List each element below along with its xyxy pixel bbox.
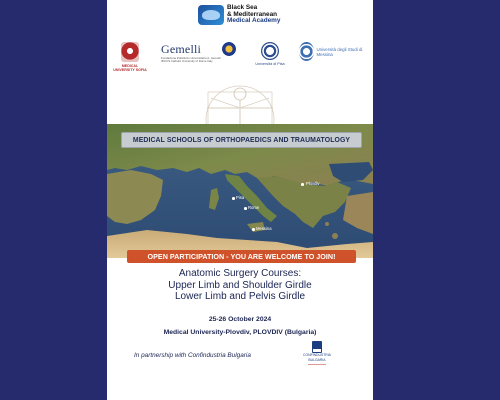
university-of-pisa-logo: Università di Pisa [250, 42, 290, 66]
academy-brand [198, 3, 280, 27]
map-label-messina: Messina [256, 226, 272, 231]
partnership-note: In partnership with Confindustria Bulgaria [134, 352, 251, 359]
map-label-pisa: Pisa [236, 195, 245, 200]
sofia-seal-icon [121, 42, 139, 62]
pisa-marker [232, 197, 235, 200]
bulgaria-flag-icon [308, 364, 326, 366]
open-participation-banner: OPEN PARTICIPATION - YOU ARE WELCOME TO JOIN! [127, 250, 356, 263]
messina-seal-icon [299, 42, 314, 61]
event-poster [107, 0, 373, 400]
messina-marker [252, 228, 255, 231]
medical-university-sofia-logo: MEDICAL UNIVERSITY SOFIA [113, 42, 147, 72]
partner-logos [113, 42, 367, 78]
course-title: Anatomic Surgery Courses: Upper Limb and Shoulder Girdle Lower Limb and Pelvis Girdle [168, 268, 312, 303]
map-label-rome: Rome [248, 205, 260, 210]
confindustria-bulgaria-logo: CONFINDUSTRIA BULGARIA [303, 341, 331, 365]
gemelli-logo: Gemelli Fondazione Policlinico Universitario A. Gemelli IRCCS Catholic University of Rome Italy [161, 42, 221, 64]
event-date: 25-26 October 2024 [208, 316, 272, 323]
university-of-messina-logo: Università degli Studi di Messina [299, 42, 365, 61]
confindustria-emblem-icon [312, 341, 322, 353]
event-venue: Medical University-Plovdiv, PLOVDIV (Bulgaria) [163, 329, 317, 336]
plovdiv-marker [301, 183, 304, 186]
academy-logo-icon [198, 5, 224, 25]
academy-name: Black Sea & Mediterranean Medical Academy [227, 4, 281, 25]
catholic-university-seal-icon [221, 42, 237, 56]
rome-marker [244, 207, 247, 210]
title-banner: MEDICAL SCHOOLS OF ORTHOPAEDICS AND TRAUMATOLOGY [121, 132, 362, 148]
pisa-seal-icon [261, 42, 279, 60]
map-label-plovdiv: Plovdiv [306, 181, 320, 186]
